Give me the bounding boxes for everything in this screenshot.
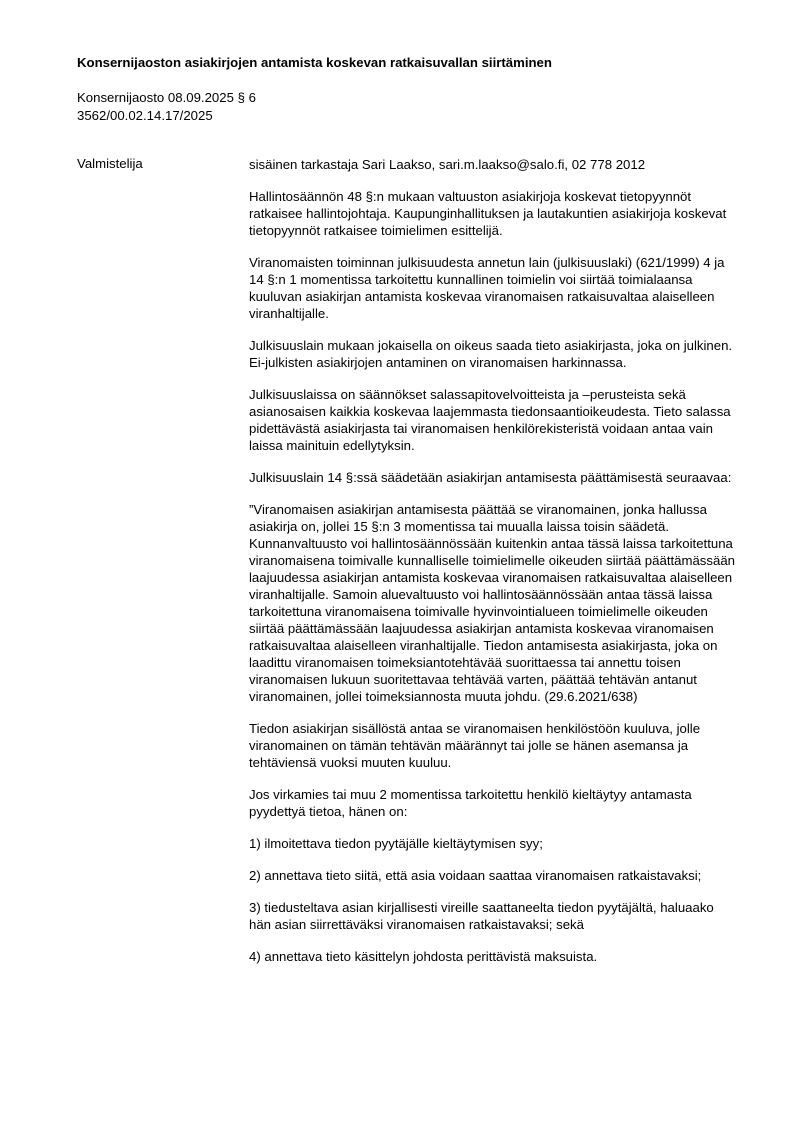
document-body bbox=[249, 156, 739, 980]
list-item: 2) annettava tieto siitä, että asia voidaan saattaa viranomaisen ratkaistavaksi; bbox=[249, 868, 702, 883]
document-title: Konsernijaoston asiakirjojen antamista koskevan ratkaisuvallan siirtäminen bbox=[77, 55, 552, 70]
paragraph: Viranomaisten toiminnan julkisuudesta annetun lain (julkisuuslaki) (621/1999) 4 ja 14 §:n 1 momentissa tarkoitettu kunnallinen toimielin voi siirtää toimialaansa kuuluvan asiakirjan antamista koskevaa viranomaisen ratkaisuvaltaa alaiselleen viranhaltijalle. bbox=[249, 255, 725, 321]
meeting-info bbox=[77, 89, 256, 124]
preparer-info: sisäinen tarkastaja Sari Laakso, sari.m.laakso@salo.fi, 02 778 2012 bbox=[249, 157, 646, 172]
quoted-law-text: ”Viranomaisen asiakirjan antamisesta päättää se viranomainen, jonka hallussa asiakirja on, jollei 15 §:n 3 momentissa tai muualla laissa toisin säädetä. Kunnanvaltuusto voi hallintosäännössään kuitenkin antaa tässä laissa tarkoitettuna viranomaisena toimivalle kunnalliselle toimielimelle oikeuden siirtää päättämässään laajuudessa asiakirjan antamista koskevaa viranomaisen ratkaisuvaltaa alaiselleen viranhaltijalle. Samoin aluevaltuusto voi hallintosäännössään antaa tässä laissa tarkoitettuna viranomaisena toimivalle hyvinvointialueen toimielimelle oikeuden siirtää päättämässään laajuudessa asiakirjan antamista koskevaa viranomaisen ratkaisuvaltaa alaiselleen viranhaltijalle. Tiedon antamisesta asiakirjasta, joka on laadittu viranomaisen toimeksiantotehtävää suorittaessa tai annettu toisen viranomaisen lukuun suoritettavaa tehtävää varten, päättää tehtävän antanut viranomainen, jollei toimeksiannosta muuta johdu. (29.6.2021/638) bbox=[249, 502, 735, 704]
list-item: 1) ilmoitettava tiedon pyytäjälle kieltäytymisen syy; bbox=[249, 836, 543, 851]
paragraph: Tiedon asiakirjan sisällöstä antaa se viranomaisen henkilöstöön kuuluva, jolle viranomainen on tämän tehtävän määrännyt tai jolle se hänen asemansa ja tehtäviensä vuoksi muuten kuuluu. bbox=[249, 721, 701, 770]
preparer-label: Valmistelija bbox=[77, 156, 143, 171]
paragraph: Julkisuuslain mukaan jokaisella on oikeus saada tieto asiakirjasta, joka on julkinen. Ei-julkisten asiakirjojen antaminen on viranomaisen harkinnassa. bbox=[249, 338, 733, 370]
list-item: 4) annettava tieto käsittelyn johdosta perittävistä maksuista. bbox=[249, 949, 598, 964]
paragraph: Hallintosäännön 48 §:n mukaan valtuuston asiakirjoja koskevat tietopyynnöt ratkaisee hallintojohtaja. Kaupunginhallituksen ja lautakuntien asiakirjoja koskevat tietopyynnöt ratkaisee toimielimen esittelijä. bbox=[249, 189, 727, 238]
paragraph: Julkisuuslain 14 §:ssä säädetään asiakirjan antamisesta päättämisestä seuraavaa: bbox=[249, 470, 732, 485]
paragraph: Julkisuuslaissa on säännökset salassapitovelvoitteista ja –perusteista sekä asianosaisen kaikkia koskevaa laajemmasta tiedonsaantioikeudesta. Tieto salassa pidettävästä asiakirjasta tai viranomaisen henkilörekisteristä voidaan antaa vain laissa mainituin edellytyksin. bbox=[249, 387, 731, 453]
meeting-reference: Konsernijaosto 08.09.2025 § 6 bbox=[77, 90, 256, 105]
paragraph: Jos virkamies tai muu 2 momentissa tarkoitettu henkilö kieltäytyy antamasta pyydettyä tietoa, hänen on: bbox=[249, 787, 692, 819]
record-id: 3562/00.02.14.17/2025 bbox=[77, 107, 213, 123]
list-item: 3) tiedusteltava asian kirjallisesti vireille saattaneelta tiedon pyytäjältä, haluaako hän asian siirrettäväksi viranomaisen ratkaistavaksi; sekä bbox=[249, 900, 714, 932]
